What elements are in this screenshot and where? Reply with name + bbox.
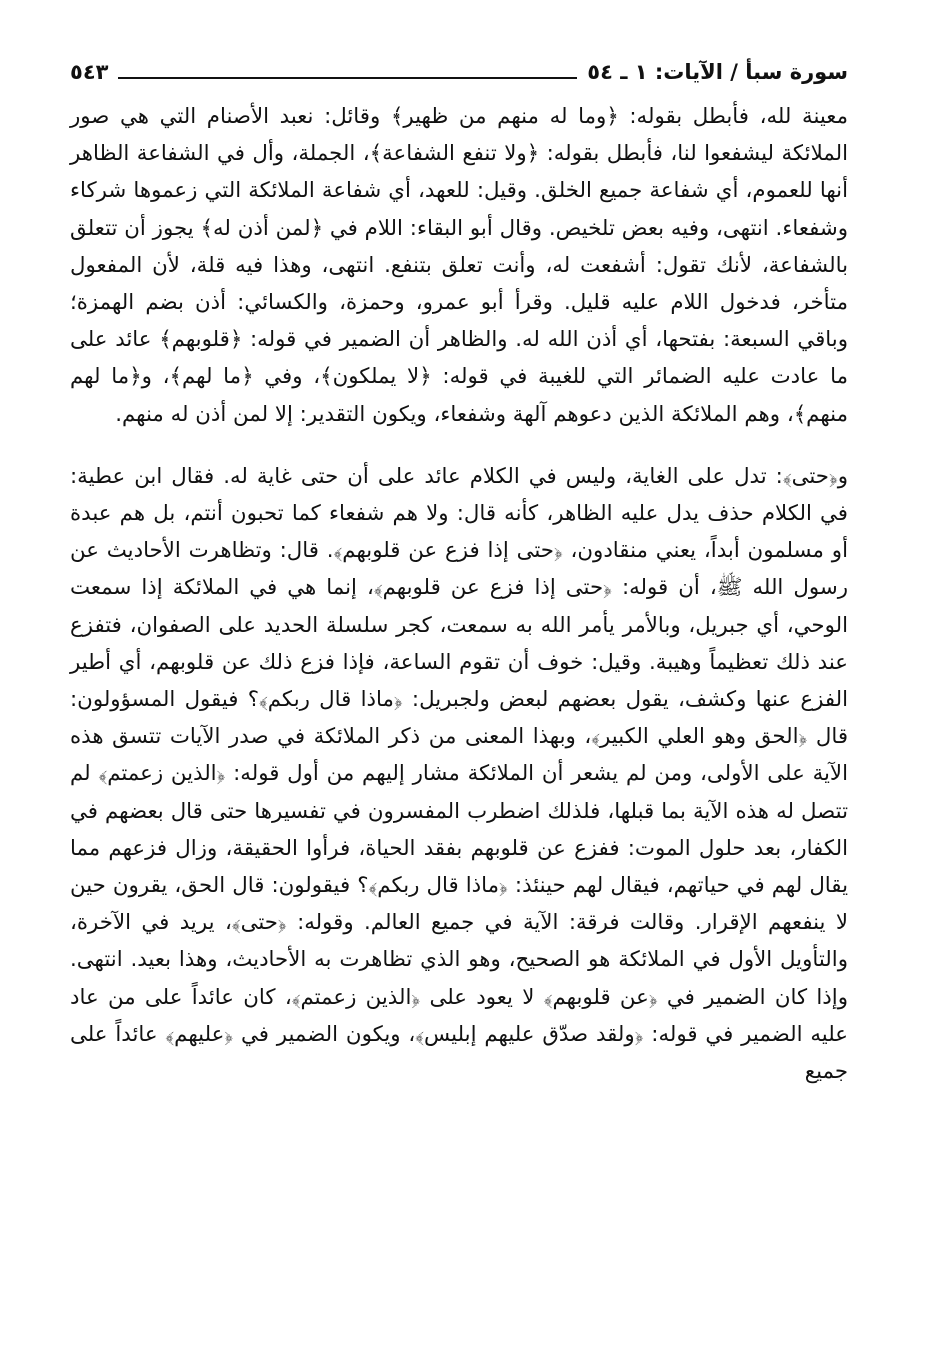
book-page	[70, 52, 848, 1090]
paragraph-2: و﴿حتى﴾: تدل على الغاية، وليس في الكلام عائد على أن حتى غاية له. فقال ابن عطية: في الكلام حذف يدل عليه الظاهر، كأنه قال: ولا هم شفعاء كما تحبون أنتم، بل هم عبدة أو مسلمون أبداً، يعني منقادون، ﴿حتى إذا فزع عن قلوبهم﴾. قال: وتظاهرت الأحاديث عن رسول الله ﷺ، أن قوله: ﴿حتى إذا فزع عن قلوبهم﴾، إنما هي في الملائكة إذا سمعت الوحي، أي جبريل، وبالأمر يأمر الله به سمعت، كجر سلسلة الحديد على الصفوان، فتفزع عند ذلك تعظيماً وهيبة. وقيل: خوف أن تقوم الساعة، فإذا فزع ذلك عن قلوبهم، أي أطير الفزع عنها وكشف، يقول بعضهم لبعض ولجبريل: ﴿ماذا قال ربكم﴾؟ فيقول المسؤولون: قال ﴿الحق وهو العلي الكبير﴾، وبهذا المعنى من ذكر الملائكة في صدر الآيات تتسق هذه الآية على الأولى، ومن لم يشعر أن الملائكة مشار إليهم من أول قوله: ﴿الذين زعمتم﴾ لم تتصل له هذه الآية بما قبلها، فلذلك اضطرب المفسرون في تفسيرها حتى قال بعضهم في الكفار، بعد حلول الموت: ففزع عن قلوبهم بفقد الحياة، فرأوا الحقيقة، وزال فزعهم مما يقال لهم في حياتهم، فيقال لهم حينئذ: ﴿ماذا قال ربكم﴾؟ فيقولون: قال الحق، يقرون حين لا ينفعهم الإقرار. وقالت فرقة: الآية في جميع العالم. وقوله: ﴿حتى﴾، يريد في الآخرة، والتأويل الأول في الملائكة هو الصحيح، وهو الذي تظاهرت به الأحاديث، وهذا بعيد. انتهى. وإذا كان الضمير في ﴿عن قلوبهم﴾ لا يعود على ﴿الذين زعمتم﴾، كان عائداً على من عاد عليه الضمير في قوله: ﴿ولقد صدّق عليهم إبليس﴾، ويكون الضمير في ﴿عليهم﴾ عائداً على جميع	[70, 463, 848, 1085]
header-rule	[118, 77, 577, 79]
page-number: ٥٤٣	[70, 60, 109, 84]
paragraph-1: معينة لله، فأبطل بقوله: ﴿وما له منهم من ظهير﴾ وقائل: نعبد الأصنام التي هي صور الملائكة ليشفعوا لنا، فأبطل بقوله: ﴿ولا تنفع الشفاعة﴾، الجملة، وأل في الشفاعة الظاهر أنها للعموم، أي شفاعة جميع الخلق. وقيل: للعهد، أي شفاعة الملائكة التي زعموها شركاء وشفعاء. انتهى، وفيه بعض تلخيص. وقال أبو البقاء: اللام في ﴿لمن أذن له﴾ يجوز أن تتعلق بالشفاعة، لأنك تقول: أشفعت له، وأنت تعلق بتنفع. انتهى، وهذا فيه قلة، لأن المفعول متأخر، فدخول اللام عليه قليل. وقرأ أبو عمرو، وحمزة، والكسائي: أذن بضم الهمزة؛ وباقي السبعة: بفتحها، أي أذن الله له. والظاهر أن الضمير في قوله: ﴿قلوبهم﴾ عائد على ما عادت عليه الضمائر التي للغيبة في قوله: ﴿لا يملكون﴾، وفي ﴿ما لهم﴾، و﴿ما لهم منهم﴾، وهم الملائكة الذين دعوهم آلهة وشفعاء، ويكون التقدير: إلا لمن أذن له منهم.	[70, 104, 848, 427]
running-title: سورة سبأ / الآيات: ١ ـ ٥٤	[587, 60, 848, 84]
page-header	[70, 52, 848, 92]
